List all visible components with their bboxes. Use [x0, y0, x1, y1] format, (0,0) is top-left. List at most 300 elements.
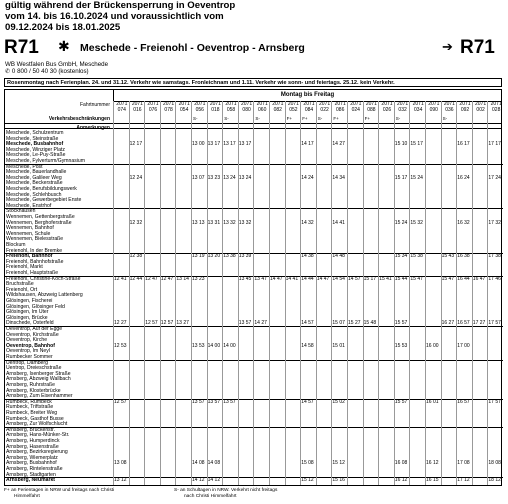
trip-number-a: 2071 [272, 101, 284, 107]
departure-time: 15 38 [410, 253, 423, 260]
stop-name: Rumbeck, Breiter Weg [6, 410, 58, 416]
trip-number-b: 056 [195, 107, 204, 113]
departure-time: 13 17 [238, 141, 252, 148]
column-line [144, 101, 145, 485]
departure-time: 16 38 [457, 253, 470, 260]
trip-number [207, 101, 224, 123]
column-line [456, 101, 457, 485]
stop-name: Meschede, Le-Puy-Straße [6, 152, 66, 159]
stop-name: Dinschede, Osterfeld [6, 320, 54, 327]
departure-time: 15 47 [441, 275, 455, 282]
stop-name: Arnsberg, Humperdinck [6, 438, 60, 444]
column-line [207, 101, 208, 485]
departure-time: 16 01 [426, 398, 439, 405]
stop-name: Wennemen, Schule [6, 230, 51, 237]
stop-name: Arnsberg, Zur Wolfschlucht [6, 421, 68, 428]
column-line [378, 101, 379, 485]
column-line [129, 101, 130, 485]
trip-number [269, 101, 286, 123]
stop-name: Meschede, Winziger Platz [6, 146, 65, 153]
column-line [175, 101, 176, 485]
departure-time: 12 17 [129, 141, 143, 148]
departure-time: 13 20 [207, 253, 221, 260]
footnote-s-cont: nach Christi Himmelfahrt [184, 494, 237, 499]
trip-number-a: 2071 [319, 101, 331, 107]
departure-time: 14 17 [301, 141, 314, 148]
restriction-mark: F+ [286, 116, 292, 121]
departure-time: 16 57 [457, 398, 470, 405]
departure-time: 15 17 [394, 174, 408, 181]
departure-time: 15 53 [394, 342, 408, 349]
stop-name: Arnsberg, Abzweig Wallbach [6, 376, 71, 383]
trip-number-a: 2071 [178, 101, 190, 107]
departure-time: 15 16 [332, 477, 345, 484]
departure-time: 18 12 [488, 477, 501, 484]
departure-time: 15 12 [301, 477, 314, 484]
departure-time: 17 38 [488, 253, 501, 260]
departure-time: 13 17 [223, 141, 236, 148]
departure-time: 14 41 [285, 275, 299, 282]
trip-number-b: 032 [398, 107, 407, 113]
trip-number [129, 101, 146, 123]
stop-name: Arnsberg, Brückenstr. [6, 426, 55, 433]
trip-number-b: 036 [445, 107, 454, 113]
trip-number-b: 054 [180, 107, 189, 113]
departure-time: 12 47 [160, 275, 174, 282]
departure-time: 12 27 [114, 320, 127, 327]
stop-name: Arnsberg, Stadtgarten [6, 471, 56, 478]
stop-name: Uentrop, Dreieschstraße [6, 365, 62, 372]
stop-name: Freienohl, Hauptstraße [6, 270, 59, 276]
trip-number-b: 034 [414, 107, 423, 113]
departure-time: 16 15 [426, 477, 439, 484]
departure-time: 14 48 [332, 253, 345, 260]
column-line [222, 101, 223, 485]
departure-time: 16 17 [457, 141, 470, 148]
departure-time: 15 17 [363, 275, 377, 282]
stop-name: Arnsberg, Wiemerplatz [6, 454, 58, 461]
departure-time: 13 08 [114, 460, 127, 467]
departure-time: 13 31 [207, 219, 221, 226]
departure-time: 17 46 [488, 275, 501, 282]
stop-name: Wennemen, Berghoferstraße [6, 219, 72, 226]
departure-time: 14 08 [192, 460, 205, 467]
departure-time: 14 57 [301, 320, 314, 327]
stop-name: Meschede, Fylverturm/Gymnasium [6, 158, 85, 164]
column-line [441, 101, 442, 485]
restriction-mark: S- [317, 116, 323, 121]
trip-number-b: 026 [382, 107, 392, 113]
departure-time: 12 57 [160, 320, 174, 327]
stop-name: Freienohl, Bahnhof [6, 253, 53, 260]
column-line [316, 101, 317, 485]
departure-time: 14 57 [348, 275, 361, 282]
stop-name: Rumbeck, Triftstraße [6, 404, 54, 411]
trip-number [175, 101, 192, 123]
departure-time: 13 53 [192, 342, 205, 349]
departure-time: 13 27 [176, 320, 189, 327]
departure-time: 17 00 [457, 342, 470, 349]
departure-time: 14 47 [270, 275, 283, 282]
departure-time: 15 57 [394, 398, 408, 405]
stop-name: Arnsberg, Neumarkt [6, 477, 55, 484]
footnote-f: F+ an Ferientagen in NRW und freitags nach Christi [4, 488, 115, 493]
departure-time: 16 24 [457, 174, 470, 181]
stop-name: Freienohl, In der Bremke [6, 247, 63, 254]
stop-name: Freienohl, Ort [6, 286, 38, 293]
departure-time: 15 12 [332, 460, 345, 467]
notice-box: Rosenmontag nach Ferienplan. 24. und 31.12. Verkehr wie samstags. Fronleichnam und 1.11. Verkehr wie sonn- und feiertags. 25.12. kein Verkehr. [4, 78, 502, 87]
departure-time: 13 39 [238, 253, 252, 260]
departure-time: 13 12 [114, 477, 127, 484]
remarks-label: Anmerkungen [76, 125, 110, 131]
trip-number-a: 2071 [365, 101, 377, 107]
stop-name: Meschede, Bauerlandhalle [6, 169, 67, 176]
departure-time: 15 44 [394, 275, 408, 282]
stop-name: Oeventrop, Kirchstraße [6, 331, 59, 338]
trip-number-b: 028 [492, 107, 501, 113]
stop-name: Meschede, Galileer Weg [6, 174, 62, 181]
departure-time: 13 57 [207, 398, 221, 405]
departure-time: 15 41 [379, 275, 392, 282]
day-header: Montag bis Freitag [113, 90, 501, 102]
departure-time: 16 57 [457, 320, 470, 327]
departure-time: 15 48 [363, 320, 377, 327]
departure-time: 14 27 [332, 141, 345, 148]
departure-time: 15 34 [394, 253, 408, 260]
restriction-mark: S- [442, 116, 448, 121]
departure-time: 17 17 [488, 141, 501, 148]
route-title: Meschede - Freienohl - Oeventrop - Arnsberg [80, 42, 305, 54]
departure-time: 14 12 [207, 477, 221, 484]
departure-time: 15 08 [301, 460, 314, 467]
departure-time: 13 32 [238, 219, 252, 226]
trip-number-b: 080 [242, 107, 251, 113]
column-line [425, 101, 426, 485]
trip-number [144, 101, 161, 123]
departure-time: 12 41 [114, 275, 127, 282]
trip-number-a: 2071 [381, 101, 393, 107]
departure-time: 13 57 [238, 320, 252, 327]
departure-time: 15 02 [332, 398, 345, 405]
stop-name: Wildshausen, Abzweig Lattenberg [6, 292, 83, 299]
trip-number [113, 101, 130, 123]
departure-time: 17 12 [457, 477, 470, 484]
column-line [238, 101, 239, 485]
stop-name: Rumbeck, Gasthof Busse [6, 415, 64, 422]
trip-number-a: 2071 [225, 101, 237, 107]
trip-number-b: 018 [211, 107, 220, 113]
restriction-mark: S- [395, 116, 401, 121]
departure-time: 14 00 [223, 342, 236, 349]
stop-name: Meschede, Beckerstraße [6, 180, 63, 187]
trip-number-a: 2071 [194, 101, 206, 107]
trip-number-b: 092 [460, 107, 470, 113]
column-line [487, 101, 488, 485]
trip-number-a: 2071 [428, 101, 440, 107]
departure-time: 16 27 [441, 320, 455, 327]
operator-phone: ✆ 0 800 / 50 40 30 (kostenlos) [5, 68, 89, 75]
trip-number-b: 082 [273, 107, 282, 113]
restriction-mark: S- [224, 116, 229, 121]
departure-time: 15 10 [394, 141, 408, 148]
departure-time: 12 53 [114, 342, 127, 349]
fahrtnummer-label: Fahrtnummer [79, 102, 110, 108]
trip-number-a: 2071 [209, 101, 221, 107]
departure-time: 15 07 [332, 320, 345, 327]
stop-name: Meschede, Post [6, 163, 43, 170]
departure-time: 16 32 [457, 219, 470, 226]
departure-time: 18 08 [488, 460, 501, 467]
departure-time: 12 44 [129, 275, 143, 282]
stop-name: Freienohl, Bahnhofstraße [6, 258, 64, 265]
trip-number-a: 2071 [163, 101, 175, 107]
departure-time: 16 08 [394, 460, 408, 467]
validity-line-1: gültig während der Brückensperrung in Oeventrop [5, 0, 236, 11]
departure-time: 13 14 [176, 275, 189, 282]
stop-name: Rumbeck, Rumbeck [6, 398, 52, 405]
departure-time: 13 23 [192, 275, 205, 282]
column-line [113, 101, 114, 485]
stop-name: Oeventrop, Im Neyl [6, 348, 50, 355]
trip-number-b: 002 [476, 107, 485, 113]
trip-number-b: 076 [148, 107, 158, 113]
stop-name: Meschede, Gewerbegebiet Enste [6, 197, 82, 204]
departure-time: 13 19 [192, 253, 205, 260]
stop-name: Uentrop, Damberg [6, 359, 48, 366]
trip-number [425, 101, 442, 123]
stop-name: Glösingen, Im Uter [6, 309, 49, 316]
departure-time: 13 23 [207, 174, 221, 181]
trip-number-b: 022 [320, 107, 329, 113]
trip-number-b: 074 [117, 107, 126, 113]
footnote-s: S- an Schultagen in NRW. Verkehrt nicht freitags [174, 488, 278, 493]
departure-time: 12 24 [129, 174, 143, 181]
restriction-mark: F+ [364, 116, 370, 121]
stop-name: Stockhausen [6, 208, 36, 215]
trip-number [487, 101, 504, 123]
departure-time: 15 17 [410, 141, 423, 148]
stop-name: Glösingen, Brücke [6, 314, 48, 321]
departure-time: 14 24 [301, 174, 314, 181]
trip-number [472, 101, 489, 123]
trip-number-a: 2071 [303, 101, 315, 107]
departure-time: 14 44 [301, 275, 314, 282]
restriction-mark: S- [193, 116, 198, 121]
departure-time: 13 24 [238, 174, 252, 181]
stop-name: Rumbecker Sommer [6, 354, 53, 360]
column-line [285, 101, 286, 485]
trip-number-a: 2071 [350, 101, 362, 107]
trip-number [238, 101, 255, 123]
trip-number-a: 2071 [131, 101, 143, 107]
column-line [269, 101, 270, 485]
column-line [191, 101, 192, 485]
departure-time: 16 12 [394, 477, 408, 484]
departure-time: 12 47 [145, 275, 158, 282]
trip-number [160, 101, 177, 123]
route-number: R71 [4, 37, 39, 58]
stop-name: Meschede, Steinstraße [6, 135, 59, 142]
trip-number [409, 101, 426, 123]
stop-name: Oeventrop, Kirche [6, 337, 48, 344]
stop-name: Arnsberg, Zum Eisenhammer [6, 393, 73, 400]
trip-number-a: 2071 [459, 101, 471, 107]
stop-name: Arnsberg, Isenberger Straße [6, 370, 71, 377]
departure-time: 15 24 [410, 174, 423, 181]
departure-time: 16 44 [457, 275, 470, 282]
trip-number-b: 090 [429, 107, 438, 113]
departure-time: 13 57 [223, 398, 236, 405]
trip-number-a: 2071 [147, 101, 159, 107]
departure-time: 14 00 [207, 342, 221, 349]
stop-name: Wennemen, Bielesstraße [6, 236, 64, 243]
departure-time: 14 08 [207, 460, 221, 467]
departure-time: 17 27 [472, 320, 486, 327]
trip-number-a: 2071 [397, 101, 409, 107]
departure-time: 13 24 [223, 174, 236, 181]
departure-time: 17 32 [488, 219, 501, 226]
departure-time: 15 01 [332, 342, 345, 349]
departure-time: 14 32 [301, 219, 314, 226]
departure-time: 13 32 [223, 219, 236, 226]
trip-number-a: 2071 [241, 101, 253, 107]
restriction-mark: F+ [333, 116, 339, 121]
stop-name: Meschede, Berufsbildungswerk [6, 186, 77, 192]
stop-name: Arnsberg, Hans-Münker-Str. [6, 432, 70, 439]
stop-name: Meschede, Enstrhof [6, 202, 52, 209]
trip-number [347, 101, 364, 123]
stop-name: Wennemen, Bahnhof [6, 225, 54, 232]
departure-time: 15 57 [394, 320, 408, 327]
timetable [4, 89, 502, 486]
restriction-mark: F+ [302, 116, 308, 121]
departure-time: 13 13 [192, 219, 205, 226]
departure-time: 16 12 [426, 460, 439, 467]
trip-number-b: 088 [367, 107, 376, 113]
departure-time: 13 45 [238, 275, 252, 282]
star-icon: ✱ [58, 38, 70, 54]
stop-name: Meschede, Schulzentrum [6, 130, 64, 136]
arrow-right-icon: ➔ [442, 39, 453, 54]
stop-name: Freienohl, Markt [6, 264, 43, 271]
departure-time: 13 57 [192, 398, 205, 405]
restrictions-label: Verkehrsbeschränkungen [48, 116, 110, 122]
trip-number-a: 2071 [412, 101, 424, 107]
column-line [409, 101, 410, 485]
restriction-mark: S- [255, 116, 260, 121]
departure-time: 15 43 [441, 253, 455, 260]
stop-name: Arnsberg, Bezirksregierung [6, 449, 68, 456]
stop-name: Meschede, Schlehbusch [6, 191, 62, 198]
departure-time: 12 32 [129, 219, 143, 226]
trip-number-b: 060 [258, 107, 267, 113]
stop-name: Arnsberg, Busbahnhof [6, 460, 57, 467]
departure-time: 14 47 [316, 275, 330, 282]
column-line [160, 101, 161, 485]
stop-name: Freienohl, Christine-Koch-Straße [6, 275, 81, 282]
trip-number-a: 2071 [334, 101, 346, 107]
trip-number-b: 052 [289, 107, 298, 113]
trip-number [456, 101, 473, 123]
column-line [300, 101, 301, 485]
departure-time: 13 38 [223, 253, 236, 260]
trip-number-a: 2071 [116, 101, 128, 107]
departure-time: 14 41 [332, 219, 345, 226]
trip-number-b: 016 [133, 107, 142, 113]
validity-line-2: vom 14. bis 16.10.2024 und voraussichtlich vom [5, 11, 224, 22]
route-number-right: R71 [460, 37, 495, 58]
departure-time: 17 08 [457, 460, 470, 467]
departure-time: 16 47 [472, 275, 486, 282]
departure-time: 14 54 [332, 275, 345, 282]
operator-name: WB Westfalen Bus GmbH, Meschede [5, 61, 109, 68]
stop-name: Blockum [6, 242, 26, 248]
stop-name: Arnsberg, Rintelenstraße [6, 466, 63, 472]
trip-number-b: 078 [164, 107, 173, 113]
departure-time: 15 27 [348, 320, 361, 327]
column-line [394, 101, 395, 485]
trip-number [378, 101, 395, 123]
trip-number-b: 058 [226, 107, 236, 113]
departure-time: 16 00 [426, 342, 439, 349]
trip-number-b: 086 [336, 107, 345, 113]
stop-name: Oeventrop, Bahnhof [6, 342, 55, 349]
departure-time: 17 24 [488, 174, 501, 181]
departure-time: 14 57 [301, 398, 314, 405]
trip-number-a: 2071 [475, 101, 487, 107]
trip-number-b: 024 [351, 107, 360, 113]
stop-name: Arnsberg, Klosterbrücke [6, 387, 61, 394]
stop-name: Arnsberg, Ruhrstraße [6, 382, 55, 388]
stop-name: Meschede, Busbahnhof [6, 141, 64, 148]
column-line [347, 101, 348, 485]
stop-name: Oeventrop, Auf der Egge [6, 326, 63, 332]
departure-time: 12 57 [145, 320, 158, 327]
departure-time: 15 47 [410, 275, 423, 282]
stop-name: Wennemen, Gettenbergstraße [6, 214, 75, 220]
trip-number-a: 2071 [490, 101, 502, 107]
trip-number-a: 2071 [443, 101, 455, 107]
stop-name: Glösingen, Glösinger Feld [6, 303, 65, 310]
stop-name: Bruchstraße [6, 281, 34, 288]
departure-time: 15 32 [410, 219, 423, 226]
stop-name: Arnsberg, Hasenstraße [6, 443, 59, 450]
departure-time: 15 24 [394, 219, 408, 226]
departure-time: 17 57 [488, 398, 501, 405]
departure-time: 14 27 [254, 320, 267, 327]
column-line [253, 101, 254, 485]
column-line [472, 101, 473, 485]
footnote-f-cont: Himmelfahrt [14, 494, 40, 499]
stop-name: Glösingen, Fischerei [6, 298, 53, 304]
departure-time: 13 47 [254, 275, 267, 282]
departure-time: 13 17 [207, 141, 221, 148]
departure-time: 12 38 [129, 253, 143, 260]
column-line [363, 101, 364, 485]
departure-time: 12 57 [114, 398, 127, 405]
trip-number-a: 2071 [256, 101, 268, 107]
departure-time: 14 34 [332, 174, 345, 181]
route-banner [4, 37, 504, 59]
departure-time: 14 58 [301, 342, 314, 349]
departure-time: 17 57 [488, 320, 501, 327]
departure-time: 14 38 [301, 253, 314, 260]
departure-time: 14 12 [192, 477, 205, 484]
departure-time: 13 00 [192, 141, 205, 148]
column-line [331, 101, 332, 485]
departure-time: 13 07 [192, 174, 205, 181]
